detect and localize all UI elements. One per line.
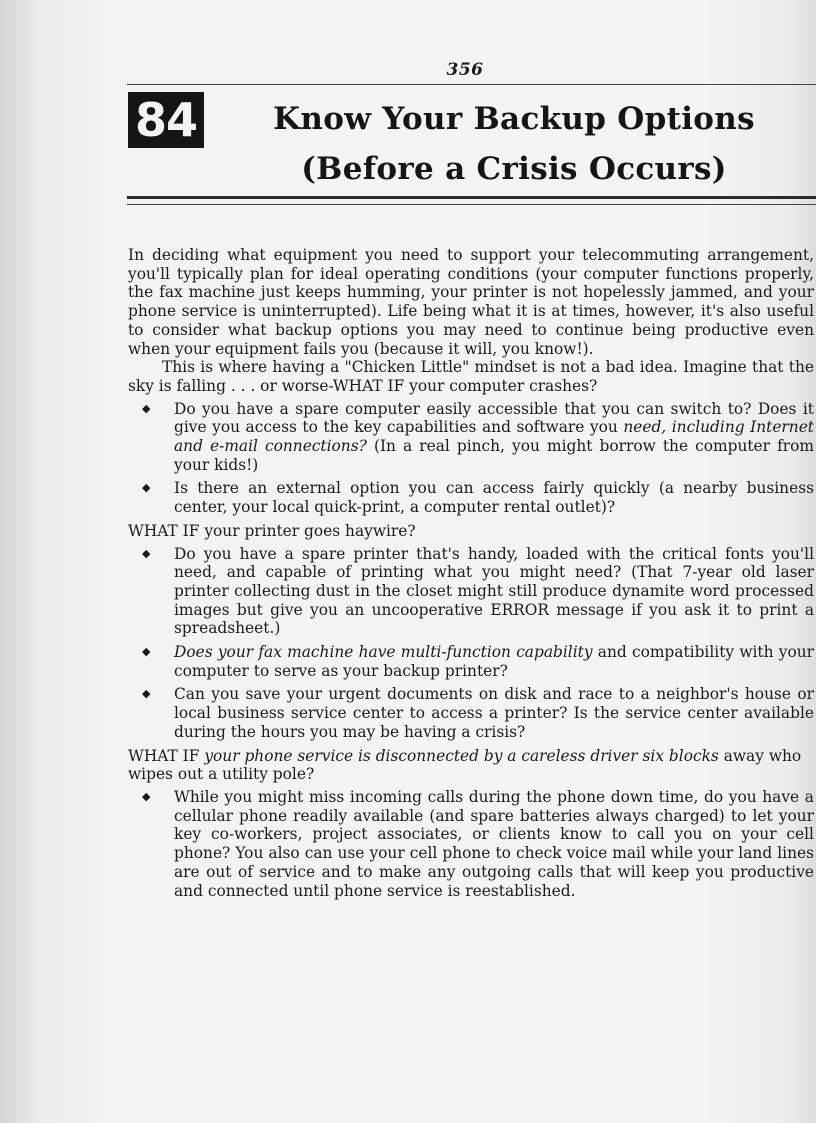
chapter-number: 84 bbox=[134, 93, 197, 147]
chicken-little-paragraph: This is where having a "Chicken Little" mindset is not a bad idea. Imagine that the sky is falling . . . or worse-WHAT IF your computer crashes? bbox=[128, 358, 814, 395]
phone-question-tail: away who wipes out a utility pole? bbox=[128, 746, 802, 784]
list-item bbox=[128, 400, 814, 475]
bullet-text: Can you save your urgent documents on disk and race to a neighbor's house or local business service center to access a printer? Is the service center available during the hours you may be having a crisis? bbox=[174, 685, 814, 741]
bullet-text-tail: (In a real pinch, you might borrow the computer from your kids!) bbox=[174, 437, 814, 474]
chapter-body bbox=[128, 246, 814, 905]
list-item bbox=[128, 643, 814, 680]
list-item bbox=[128, 685, 814, 741]
bullet-text-tail: and compatibility with your computer to serve as your backup printer? bbox=[174, 643, 814, 680]
chapter-title-line-2: (Before a Crisis Occurs) bbox=[301, 151, 727, 187]
printer-options-list bbox=[128, 545, 814, 742]
bullet-icon: ◆ bbox=[142, 687, 151, 701]
title-rule-thin bbox=[127, 204, 816, 205]
title-rule-thick bbox=[127, 196, 816, 199]
list-item bbox=[128, 545, 814, 639]
chapter-number-box bbox=[128, 92, 204, 148]
bullet-text: Is there an external option you can access fairly quickly (a nearby business center, your local quick-print, a computer rental outlet)? bbox=[174, 479, 814, 517]
list-item bbox=[128, 479, 814, 516]
phone-question-prefix: WHAT IF bbox=[128, 746, 200, 765]
list-item bbox=[128, 788, 814, 900]
computer-options-list bbox=[128, 400, 814, 517]
bullet-text: Do you have a spare computer easily accessible that you can switch to? Does it give you access to the key capabilities and software you bbox=[174, 399, 814, 437]
bullet-text-italic: need, including Internet and e-mail connections? bbox=[174, 418, 814, 456]
printer-question: WHAT IF your printer goes haywire? bbox=[128, 521, 416, 540]
bullet-icon: ◆ bbox=[142, 401, 151, 415]
phone-question-italic: your phone service is disconnected by a careless driver six blocks bbox=[199, 746, 719, 765]
phone-options-list bbox=[128, 788, 814, 900]
phone-question bbox=[128, 747, 814, 784]
bullet-icon: ◆ bbox=[142, 481, 151, 495]
bullet-icon: ◆ bbox=[142, 645, 151, 659]
header-rule bbox=[127, 84, 816, 85]
bullet-text: While you might miss incoming calls during the phone down time, do you have a cellular phone readily available (and spare batteries always charged) to let your key co-workers, project associates, or clients know to call you on your cell phone? You also can use your cell phone to check voice mail while your land lines are out of service and to make any outgoing calls that will keep you productive and connected until phone service is reestablished. bbox=[174, 787, 814, 900]
chapter-title bbox=[214, 94, 814, 194]
bullet-text: Do you have a spare printer that's handy, loaded with the critical fonts you'll need, and capable of printing what you might need? (That 7-year old laser printer collecting dust in the closet might still produce dynamite word processed images but give you an uncooperative ERROR message if you ask it to print a spreadsheet.) bbox=[174, 544, 814, 638]
chapter-title-line-1: Know Your Backup Options bbox=[273, 101, 755, 137]
intro-paragraph: In deciding what equipment you need to support your telecommuting arrangement, you'll typically plan for ideal operating conditions (your computer functions properly, the fax machine just keeps humming, your printer is not hopelessly jammed, and your phone service is uninterrupted). Life being what it is at times, however, it's also useful to consider what backup options you may need to continue being productive even when your equipment fails you (because it will, you know!). bbox=[128, 246, 814, 358]
bullet-icon: ◆ bbox=[142, 789, 151, 803]
page-number: 356 bbox=[446, 60, 484, 80]
bullet-text-italic: Does your fax machine have multi-function capability bbox=[174, 643, 593, 662]
bullet-icon: ◆ bbox=[142, 546, 151, 560]
